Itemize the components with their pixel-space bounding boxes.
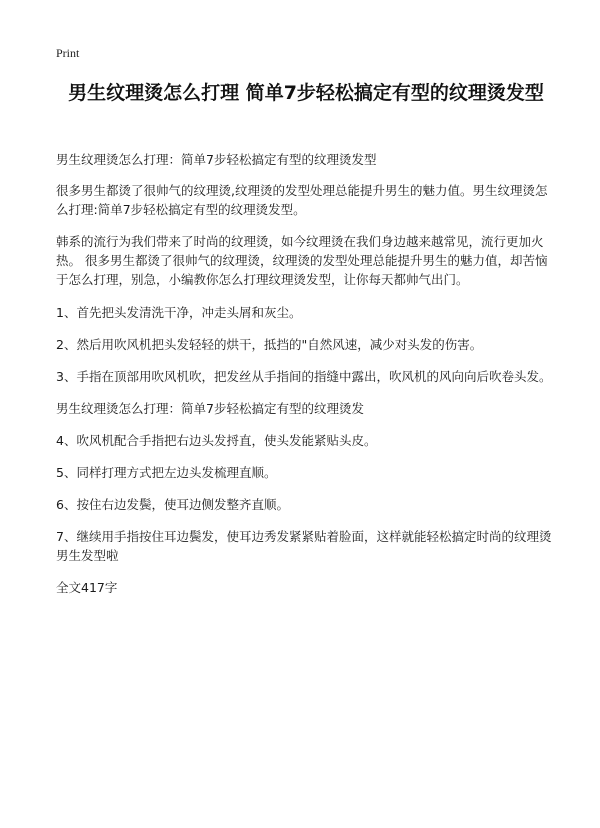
intro-paragraph: 很多男生都烫了很帅气的纹理烫,纹理烫的发型处理总能提升男生的魅力值。男生纹理烫怎么打理:简单7步轻松搞定有型的纹理烫发型。 (56, 183, 548, 217)
step-6: 6、按住右边发鬓，使耳边侧发整齐直顺。 (56, 497, 289, 512)
document-title: 男生纹理烫怎么打理 简单7步轻松搞定有型的纹理烫发型 (68, 82, 544, 104)
step-2: 2、然后用吹风机把头发轻轻的烘干，抵挡的"自然风速，减少对头发的伤害。 (56, 337, 483, 352)
step-4: 4、吹风机配合手指把右边头发捋直，使头发能紧贴头皮。 (56, 433, 377, 448)
step-7: 7、继续用手指按住耳边鬓发，使耳边秀发紧紧贴着脸面，这样就能轻松搞定时尚的纹理烫男生发型啦 (56, 529, 552, 563)
print-label: Print (56, 46, 80, 60)
trend-paragraph: 韩系的流行为我们带来了时尚的纹理烫，如今纹理烫在我们身边越来越常见，流行更加火热。 很多男生都烫了很帅气的纹理烫，纹理烫的发型处理总能提升男生的魅力值，却苦恼于怎么打理，别急，小编教你怎么打理纹理烫发型，让你每天都帅气出门。 (56, 234, 548, 287)
document-body (56, 150, 558, 597)
mid-heading: 男生纹理烫怎么打理：简单7步轻松搞定有型的纹理烫发 (56, 401, 364, 416)
word-count: 全文417字 (56, 580, 118, 595)
step-5: 5、同样打理方式把左边头发梳理直顺。 (56, 465, 277, 480)
step-3: 3、手指在顶部用吹风机吹，把发丝从手指间的指缝中露出，吹风机的风向向后吹卷头发。 (56, 369, 552, 384)
subtitle-paragraph: 男生纹理烫怎么打理：简单7步轻松搞定有型的纹理烫发型 (56, 152, 377, 167)
step-1: 1、首先把头发清洗干净，冲走头屑和灰尘。 (56, 305, 302, 320)
